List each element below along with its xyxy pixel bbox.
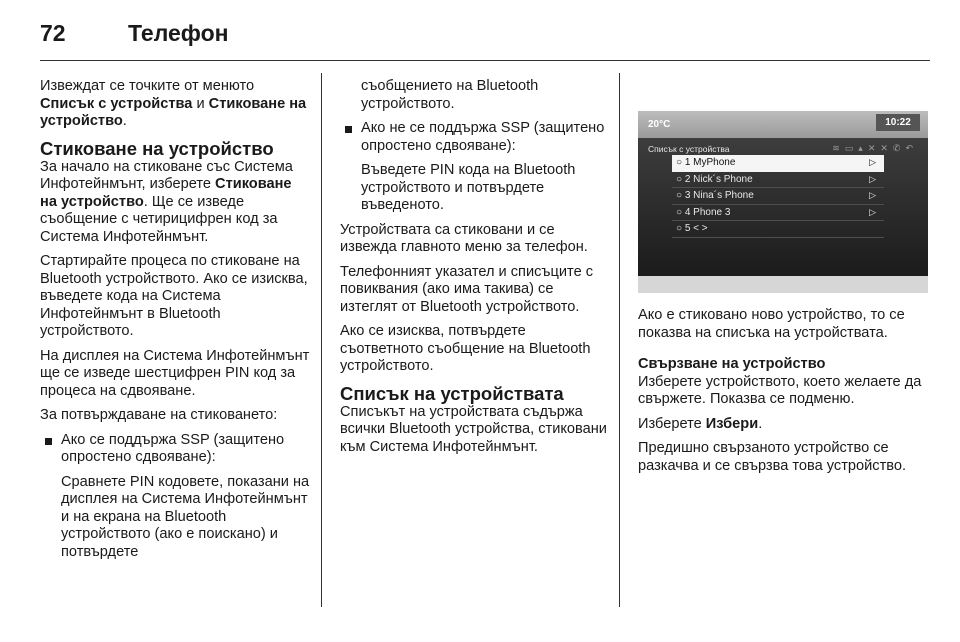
paragraph-4: За потвърждаване на стиковането:: [40, 407, 278, 423]
p11-bold-select: Избери: [705, 415, 759, 432]
device-row[interactable]: [672, 221, 884, 238]
p11-end: .: [758, 415, 763, 432]
bullet-no-ssp-detail: Въведете PIN кода на Bluetooth устройството и потвърдете въведеното.: [361, 162, 576, 213]
back-icon: ↶: [905, 143, 918, 153]
battery-icon: ▭: [844, 143, 859, 153]
screen-top-margin: [638, 78, 928, 111]
p1-bold: Стиковане на устройство: [40, 176, 292, 210]
header-rule: [40, 60, 930, 61]
muted-icon: ✕: [867, 143, 881, 153]
paragraph-2: Стартирайте процеса по стиковане на Bluetooth устройството. Ако се изисква, въведете кода на Система Инфотейнмънт в Bluetooth устройството.: [40, 253, 308, 339]
paragraph-3: На дисплея на Система Инфотейнмънт ще се изведе шестцифрен PIN код за процеса на сдвояване.: [40, 347, 310, 399]
device-name: 2 Nick´s Phone: [684, 173, 753, 185]
p11-text: Изберете: [638, 415, 706, 432]
chevron-right-icon: ▷: [869, 157, 876, 167]
device-row[interactable]: [672, 172, 884, 189]
screen-time: 10:22: [876, 114, 920, 131]
radio-icon: ○: [676, 190, 685, 201]
paragraph-12: Предишно свързаното устройство се разкачва и се свързва това устройство.: [638, 440, 907, 474]
column-divider-2: [619, 73, 620, 607]
device-name: 1 MyPhone: [684, 157, 736, 168]
radio-icon: ○: [676, 206, 685, 218]
paragraph-6: Телефонният указател и списъците с повиквания (ако има такива) се изтеглят от Bluetooth устройството.: [340, 263, 594, 315]
paragraph-9: Ако е стиковано ново устройство, то се показва на списъка на устройствата.: [638, 307, 905, 341]
screen-device-list: [672, 155, 884, 238]
paragraph-8: Списъкът на устройствата съдържа всички Bluetooth устройства, стиковани към Система Инфотейнмънт.: [340, 403, 607, 455]
paragraph-10: Изберете устройството, което желаете да свържете. Показва се подменю.: [638, 373, 922, 407]
chevron-right-icon: ▷: [869, 190, 876, 200]
p1-text-c: . Ще се изведе съобщение с четирицифрен код за Система Инфотейнмънт.: [40, 193, 278, 245]
paragraph-11: [638, 416, 928, 434]
phone-icon: ✆: [892, 143, 906, 153]
device-name: 4 Phone 3: [684, 206, 731, 218]
radio-icon: ○: [676, 157, 685, 168]
heading-connect: Свързване на устройство: [638, 356, 826, 372]
device-row[interactable]: [672, 155, 884, 172]
column-divider-1: [321, 73, 322, 607]
page-number: 72: [40, 20, 66, 46]
infotainment-screenshot: [638, 78, 928, 293]
paragraph-1: [40, 159, 312, 247]
intro-text: Извеждат се точките от менюто: [40, 78, 255, 94]
p1-text-a: За начало на стиковане със Система Инфотейнмънт, изберете: [40, 158, 293, 192]
heading-pairing: Стиковане на устройство: [40, 137, 274, 159]
paragraph-5: Устройствата са стиковани и се извежда главното меню за телефон.: [340, 221, 588, 255]
signal-icon: ▴: [858, 143, 868, 153]
column-1: [40, 78, 312, 568]
intro-bold-pairing: Стиковане на устройство: [40, 95, 307, 129]
chevron-right-icon: ▷: [869, 173, 876, 184]
chevron-right-icon: ▷: [869, 206, 876, 217]
intro-and: и: [192, 95, 209, 112]
screen-temperature: 20°C: [648, 119, 671, 130]
intro-end: .: [122, 113, 127, 129]
page-header: [40, 20, 930, 60]
bullet-ssp: Ако се поддържа SSP (защитено опростено сдвояване):: [40, 432, 312, 467]
column-2: [340, 78, 612, 463]
device-name: 5 < >: [684, 223, 708, 234]
bullet-no-ssp: Ако не се поддържа SSP (защитено опростено сдвояване):: [340, 120, 612, 155]
wifi-icon: ≋: [832, 143, 845, 153]
page-title: Телефон: [128, 20, 229, 46]
tools-icon: ✕: [880, 143, 893, 153]
radio-icon: ○: [676, 173, 685, 185]
screen-heading: Списък с устройства: [648, 144, 730, 154]
column-3: [638, 78, 928, 482]
bullet-ssp-detail-cont: съобщението на Bluetooth устройството.: [361, 78, 539, 112]
paragraph-7: Ако се изисква, потвърдете съответното съобщение на Bluetooth устройството.: [340, 323, 591, 374]
intro-bold-device-list: Списък с устройства: [40, 95, 193, 112]
bullet-ssp-detail: Сравнете PIN кодовете, показани на дисплея на Система Инфотейнмънт и на екрана на Bluetooth устройството (ако е поискано) и потвърдете: [61, 473, 310, 560]
device-row[interactable]: [672, 205, 884, 222]
device-row[interactable]: [672, 188, 884, 205]
screen-bottom-margin: [638, 276, 928, 293]
heading-device-list: Списък на устройствата: [340, 382, 564, 404]
radio-icon: ○: [676, 223, 685, 234]
intro-paragraph: [40, 78, 312, 131]
device-name: 3 Nina´s Phone: [684, 190, 754, 201]
